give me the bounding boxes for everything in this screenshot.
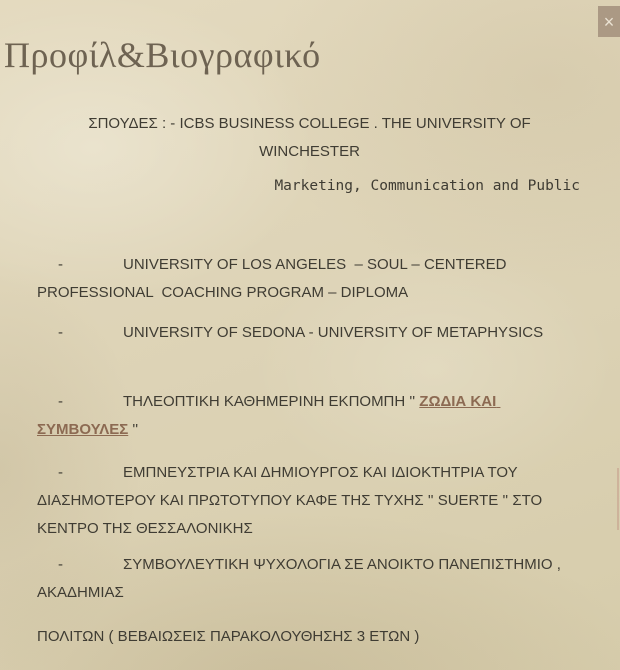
bullet-item-sedona (37, 319, 582, 347)
footer-line: ΠΟΛΙΤΩΝ ( ΒΕΒΑΙΩΣΕΙΣ ΠΑΡΑΚΟΛΟΥΘΗΣΗΣ 3 ΕΤΩΝ ) (37, 628, 420, 645)
studies-heading: ΣΠΟΥΔΕΣ : - ICBS BUSINESS COLLEGE . THE UNIVERSITY OF WINCHESTER (88, 115, 535, 160)
bullet-text: '' (128, 421, 139, 438)
zodia-symvoules-link[interactable]: ΖΩΔΙΑ ΚΑΙ ΣΥΜΒΟΥΛΕΣ (37, 393, 501, 438)
bullet-marker: - (58, 556, 63, 573)
bullet-text: ΕΜΠΝΕΥΣΤΡΙΑ ΚΑΙ ΔΗΜΙΟΥΡΓΟΣ ΚΑΙ ΙΔΙΟΚΤΗΤΡΙΑ ΤΟΥ ΔΙΑΣΗΜΟΤΕΡΟΥ ΚΑΙ ΠΡΩΤΟΤΥΠΟΥ ΚΑΦΕ ΤΗΣ ΤΥΧΗΣ '' SUERTE '' ΣΤΟ ΚΕΝΤΡΟ ΤΗΣ ΘΕΣΣΑΛΟΝΙΚΗΣ (37, 464, 547, 537)
bullet-item-psychology (37, 551, 582, 607)
bullet-item-tv-show (37, 388, 582, 444)
bullet-marker: - (58, 393, 63, 410)
bullet-marker: - (58, 324, 63, 341)
bullet-marker: - (58, 464, 63, 481)
scrollbar-thumb[interactable] (617, 468, 619, 530)
bullet-marker: - (58, 256, 63, 273)
bullet-item-los-angeles (37, 251, 582, 307)
bullet-text: ΣΥΜΒΟΥΛΕΥΤΙΚΗ ΨΥΧΟΛΟΓΙΑ ΣΕ ΑΝΟΙΚΤΟ ΠΑΝΕΠΙΣΤΗΜΙΟ , ΑΚΑΔΗΜΙΑΣ (37, 556, 565, 601)
bullet-item-suerte-cafe (37, 459, 582, 543)
close-button[interactable] (598, 6, 620, 37)
dialog-title: Προφίλ&Βιογραφικό (4, 35, 321, 76)
bullet-text: ΤΗΛΕΟΠΤΙΚΗ ΚΑΘΗΜΕΡΙΝΗ ΕΚΠΟΜΠΗ '' (123, 393, 420, 410)
studies-subtitle: Marketing, Communication and Public (274, 178, 580, 194)
close-icon: × (603, 11, 615, 32)
bullet-text: UNIVERSITY OF LOS ANGELES – SOUL – CENTERED PROFESSIONAL COACHING PROGRAM – DIPLOMA (37, 256, 511, 301)
bullet-text: UNIVERSITY OF SEDONA - UNIVERSITY OF METAPHYSICS (123, 324, 544, 341)
